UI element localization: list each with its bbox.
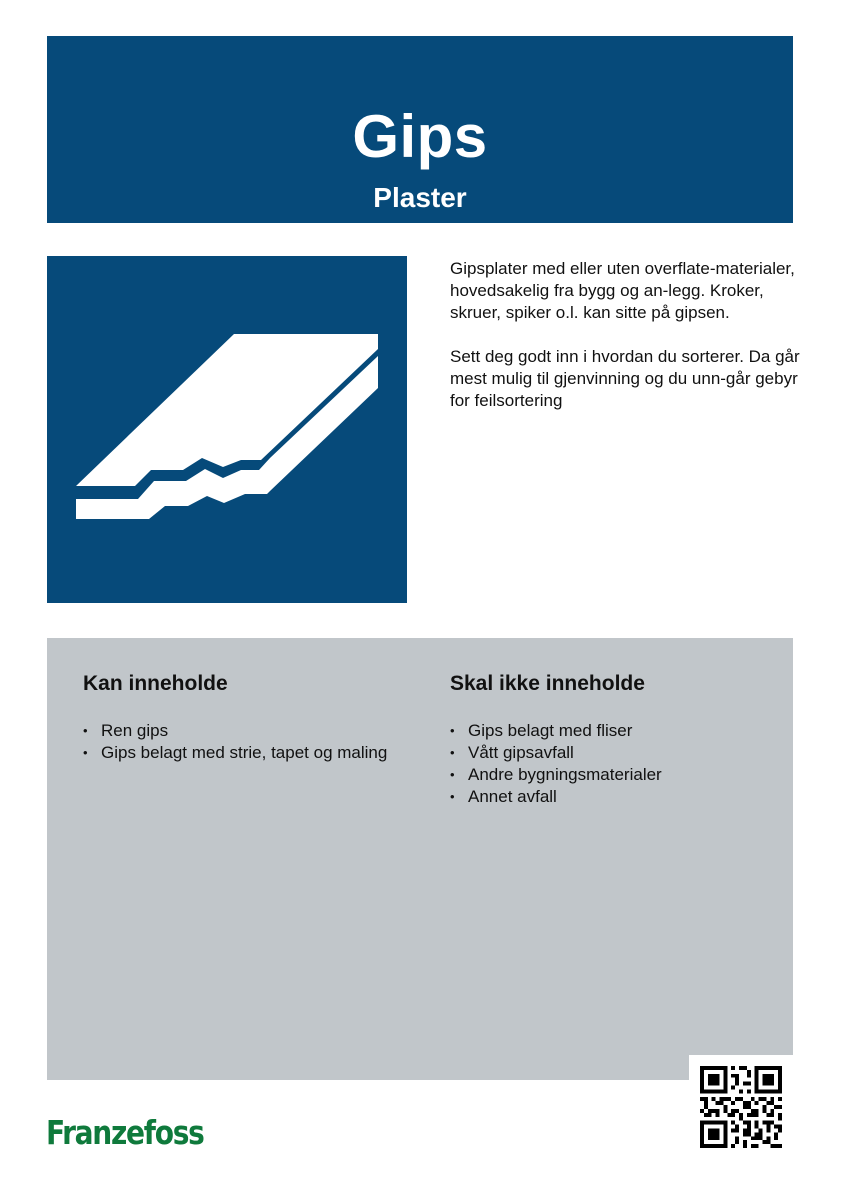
page-title: Gips [352, 103, 488, 170]
page-subtitle: Plaster [373, 182, 467, 213]
must-not-contain-section [450, 670, 770, 808]
list-item: • Gips belagt med strie, tapet og maling [83, 742, 403, 764]
description-paragraph: Sett deg godt inn i hvordan du sorterer. Da går mest mulig til gjenvinning og du unn-går gebyr for feilsortering [450, 347, 800, 410]
can-contain-heading: Kan inneholde [83, 672, 228, 695]
list-item: • Ren gips [83, 720, 403, 742]
description-paragraph: Gipsplater med eller uten overflate-materialer, hovedsakelig fra bygg og an-legg. Kroker, skruer, spiker o.l. kan sitte på gipsen. [450, 259, 795, 322]
list-item: • Andre bygningsmaterialer [450, 764, 770, 786]
list-item: • Annet avfall [450, 786, 770, 808]
qr-code-icon [700, 1066, 782, 1148]
list-item: • Vått gipsavfall [450, 742, 770, 764]
must-not-contain-heading: Skal ikke inneholde [450, 672, 645, 695]
qr-code[interactable] [689, 1055, 793, 1155]
description [450, 258, 800, 434]
must-not-contain-list [450, 720, 770, 808]
list-item: • Gips belagt med fliser [450, 720, 770, 742]
gypsum-board-icon [47, 256, 407, 603]
can-contain-section [83, 670, 403, 764]
franzefoss-logo[interactable]: Franzefoss [46, 1113, 204, 1152]
can-contain-list [83, 720, 403, 764]
header-banner [47, 36, 793, 223]
gypsum-board-icon-panel [47, 256, 407, 603]
content-rules-panel [47, 638, 793, 1080]
